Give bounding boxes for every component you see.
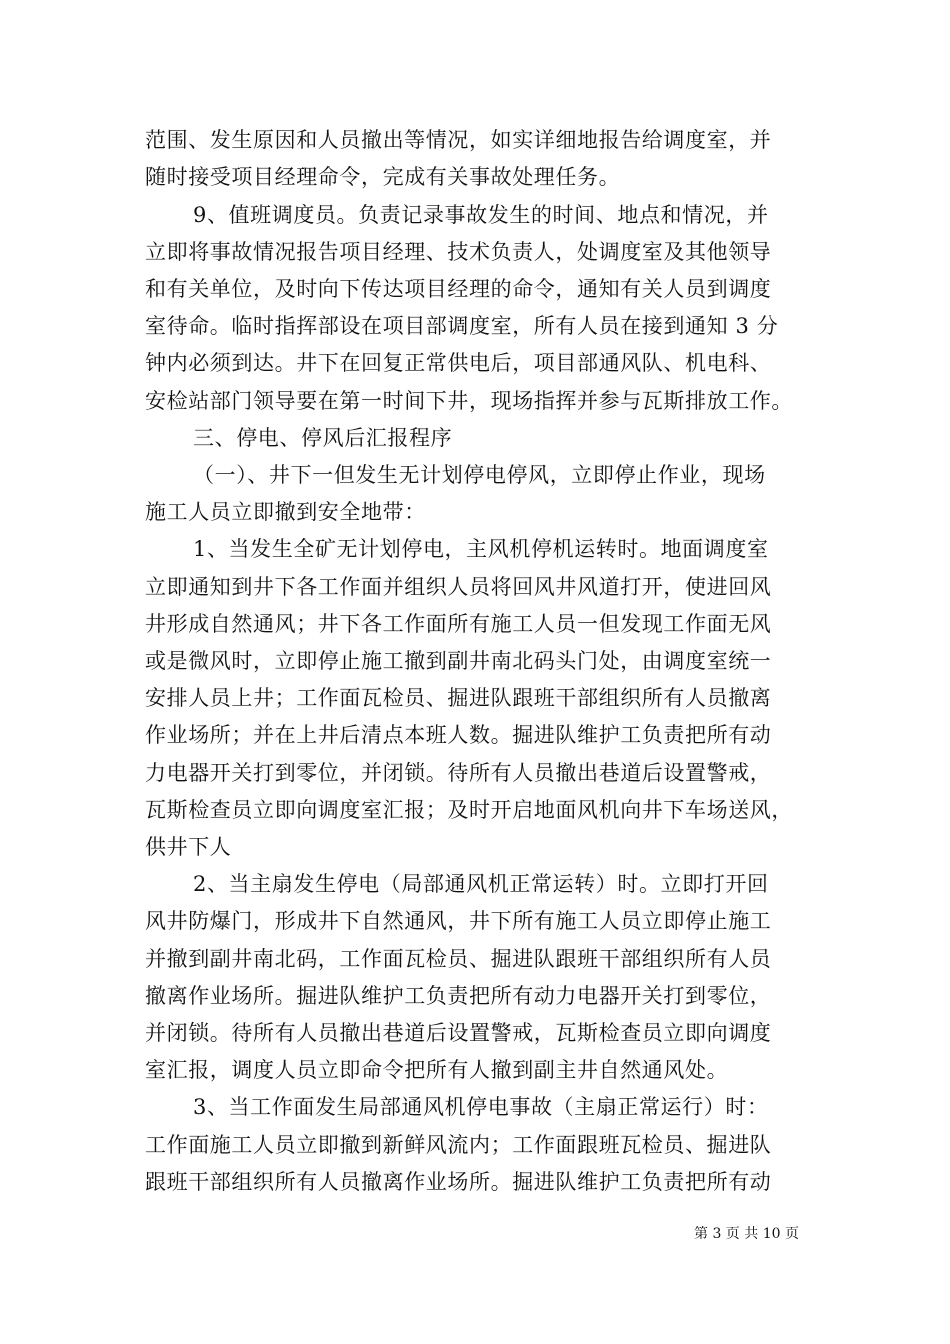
text-line: 和有关单位，及时向下传达项目经理的命令，通知有关人员到调度: [145, 277, 772, 301]
text-line: 2、当主扇发生停电（局部通风机正常运转）时。立即打开回: [193, 872, 769, 896]
text-line: 9、值班调度员。负责记录事故发生的时间、地点和情况，并: [193, 203, 769, 227]
text-line: 撤离作业场所。掘进队维护工负责把所有动力电器开关打到零位，: [145, 984, 772, 1008]
text-line: （一）、井下一但发生无计划停电停风，立即停止作业，现场: [193, 463, 766, 487]
section-heading: 三、停电、停风后汇报程序: [193, 426, 453, 450]
text-line: 力电器开关打到零位，并闭锁。待所有人员撤出巷道后设置警戒，: [145, 761, 772, 785]
text-line: 1、当发生全矿无计划停电，主风机停机运转时。地面调度室: [193, 537, 769, 561]
text-line: 安检站部门领导要在第一时间下井，现场指挥并参与瓦斯排放工作。: [145, 389, 793, 413]
text-line: 并撤到副井南北码，工作面瓦检员、掘进队跟班干部组织所有人员: [145, 947, 772, 971]
text-line: 范围、发生原因和人员撤出等情况，如实详细地报告给调度室，并: [145, 128, 772, 152]
text-line: 随时接受项目经理命令，完成有关事故处理任务。: [145, 165, 621, 189]
page-number: 第 3 页 共 10 页: [694, 1226, 799, 1242]
text-line: 立即通知到井下各工作面并组织人员将回风井风道打开，使进回风: [145, 575, 772, 599]
text-line: 供井下人: [145, 835, 232, 859]
text-line: 风井防爆门，形成井下自然通风，井下所有施工人员立即停止施工: [145, 909, 772, 933]
text-line: 室汇报，调度人员立即命令把所有人撤到副主井自然通风处。: [145, 1058, 729, 1082]
text-line: 室待命。临时指挥部设在项目部调度室，所有人员在接到通知 3 分: [145, 314, 779, 338]
text-line: 井形成自然通风；井下各工作面所有施工人员一但发现工作面无风: [145, 612, 772, 636]
text-line: 工作面施工人员立即撤到新鲜风流内；工作面跟班瓦检员、掘进队: [145, 1133, 772, 1157]
text-line: 或是微风时，立即停止施工撤到副井南北码头门处，由调度室统一: [145, 649, 772, 673]
text-line: 并闭锁。待所有人员撤出巷道后设置警戒，瓦斯检查员立即向调度: [145, 1021, 772, 1045]
text-line: 跟班干部组织所有人员撤离作业场所。掘进队维护工负责把所有动: [145, 1170, 772, 1194]
text-line: 立即将事故情况报告项目经理、技术负责人，处调度室及其他领导: [145, 240, 772, 264]
text-line: 3、当工作面发生局部通风机停电事故（主扇正常运行）时：: [193, 1095, 769, 1119]
text-line: 钟内必须到达。井下在回复正常供电后，项目部通风队、机电科、: [145, 351, 772, 375]
text-line: 安排人员上井；工作面瓦检员、掘进队跟班干部组织所有人员撤离: [145, 686, 772, 710]
text-line: 作业场所；并在上井后清点本班人数。掘进队维护工负责把所有动: [145, 723, 772, 747]
text-line: 瓦斯检查员立即向调度室汇报；及时开启地面风机向井下车场送风，: [145, 798, 793, 822]
text-line: 施工人员立即撤到安全地带：: [145, 500, 426, 524]
